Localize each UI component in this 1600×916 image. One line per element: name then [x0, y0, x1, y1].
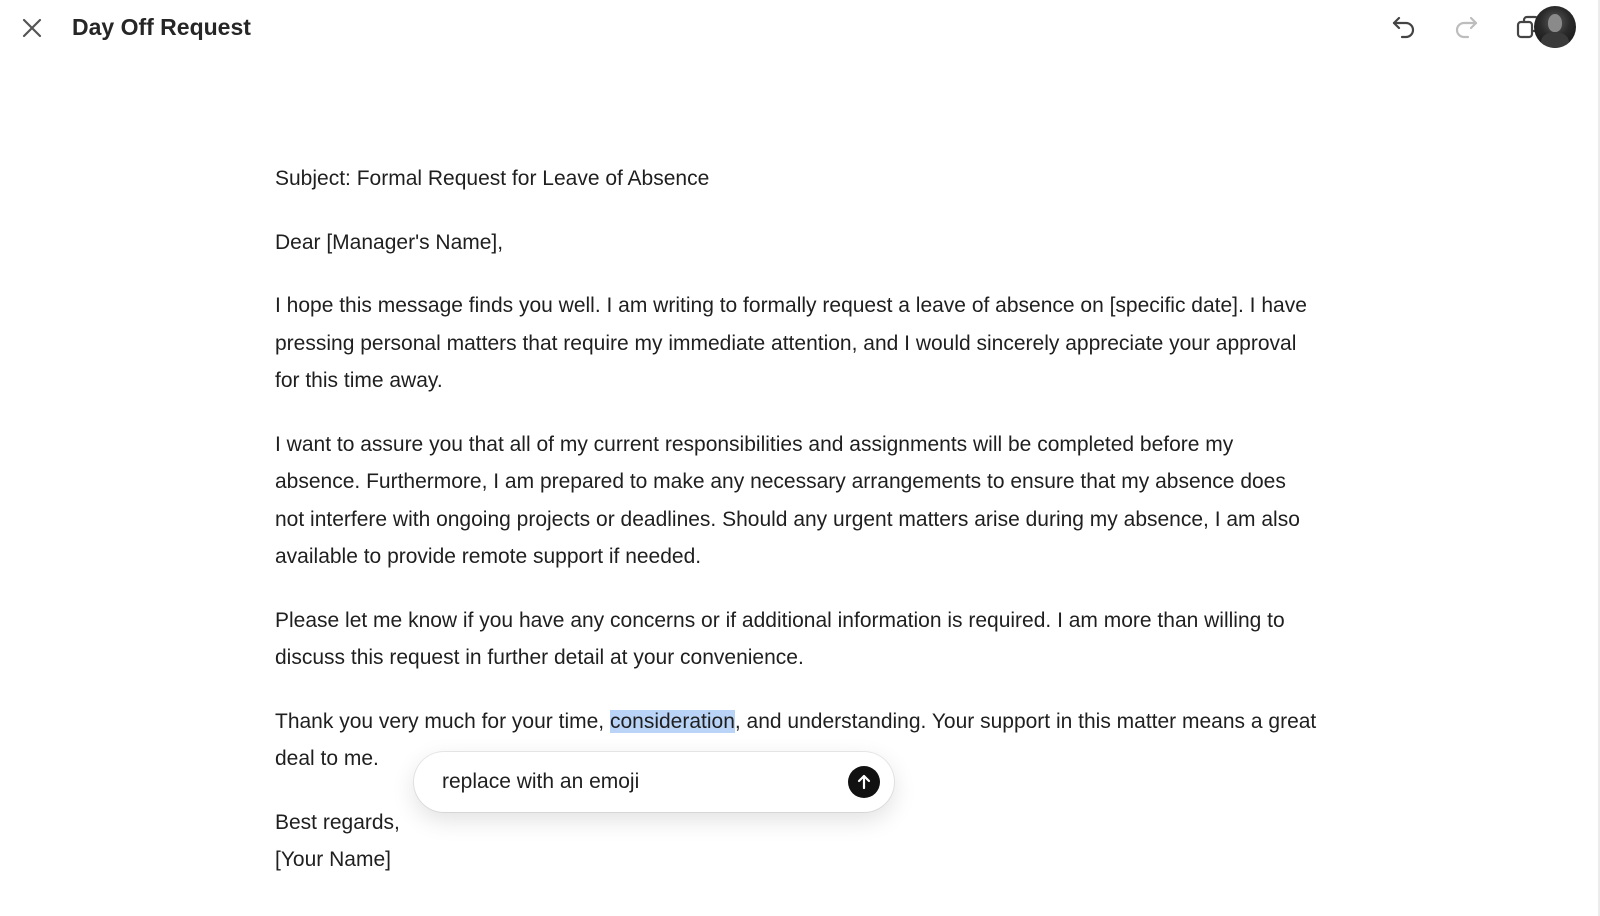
inline-edit-prompt — [414, 752, 894, 812]
arrow-up-icon — [855, 773, 873, 791]
redo-icon — [1452, 13, 1480, 41]
close-icon — [21, 17, 43, 39]
user-avatar[interactable] — [1534, 6, 1576, 48]
email-signoff — [275, 804, 1320, 879]
prompt-input[interactable] — [442, 766, 822, 798]
undo-button[interactable] — [1384, 7, 1424, 47]
close-button[interactable] — [16, 12, 48, 44]
email-paragraph-1: I hope this message finds you well. I am writing to formally request a leave of absence on [specific date]. I have pressing personal matters that require my immediate attention, and I would sincerely appreciate your approval for this time away. — [275, 294, 1307, 392]
email-paragraph-2: I want to assure you that all of my current responsibilities and assignments will be completed before my absence. Furthermore, I am prepared to make any necessary arrangements to ensure that my absence does not interfere with ongoing projects or deadlines. Should any urgent matters arise during my absence, I am also available to provide remote support if needed. — [275, 432, 1300, 568]
paragraph-4-text-after: , and understanding. Your support in this matter means a great deal to me. — [275, 709, 1317, 770]
document-title: Day Off Request — [72, 14, 251, 40]
email-closing: Best regards, — [275, 810, 400, 834]
email-signature: [Your Name] — [275, 848, 391, 871]
undo-icon — [1390, 13, 1418, 41]
email-subject: Subject: Formal Request for Leave of Absence — [275, 167, 710, 190]
send-button[interactable] — [848, 766, 880, 798]
header-bar — [0, 0, 1600, 56]
email-greeting: Dear [Manager's Name], — [275, 230, 504, 254]
avatar-body — [1541, 32, 1569, 48]
paragraph-4-text-before: Thank you very much for your time, — [275, 709, 610, 733]
selected-text[interactable]: consideration — [609, 709, 735, 733]
toolbar — [1362, 6, 1548, 48]
avatar-face — [1548, 14, 1562, 32]
redo-button[interactable] — [1446, 7, 1486, 47]
email-paragraph-3: Please let me know if you have any concerns or if additional information is required. I am more than willing to discuss this request in further detail at your convenience. — [275, 608, 1285, 669]
